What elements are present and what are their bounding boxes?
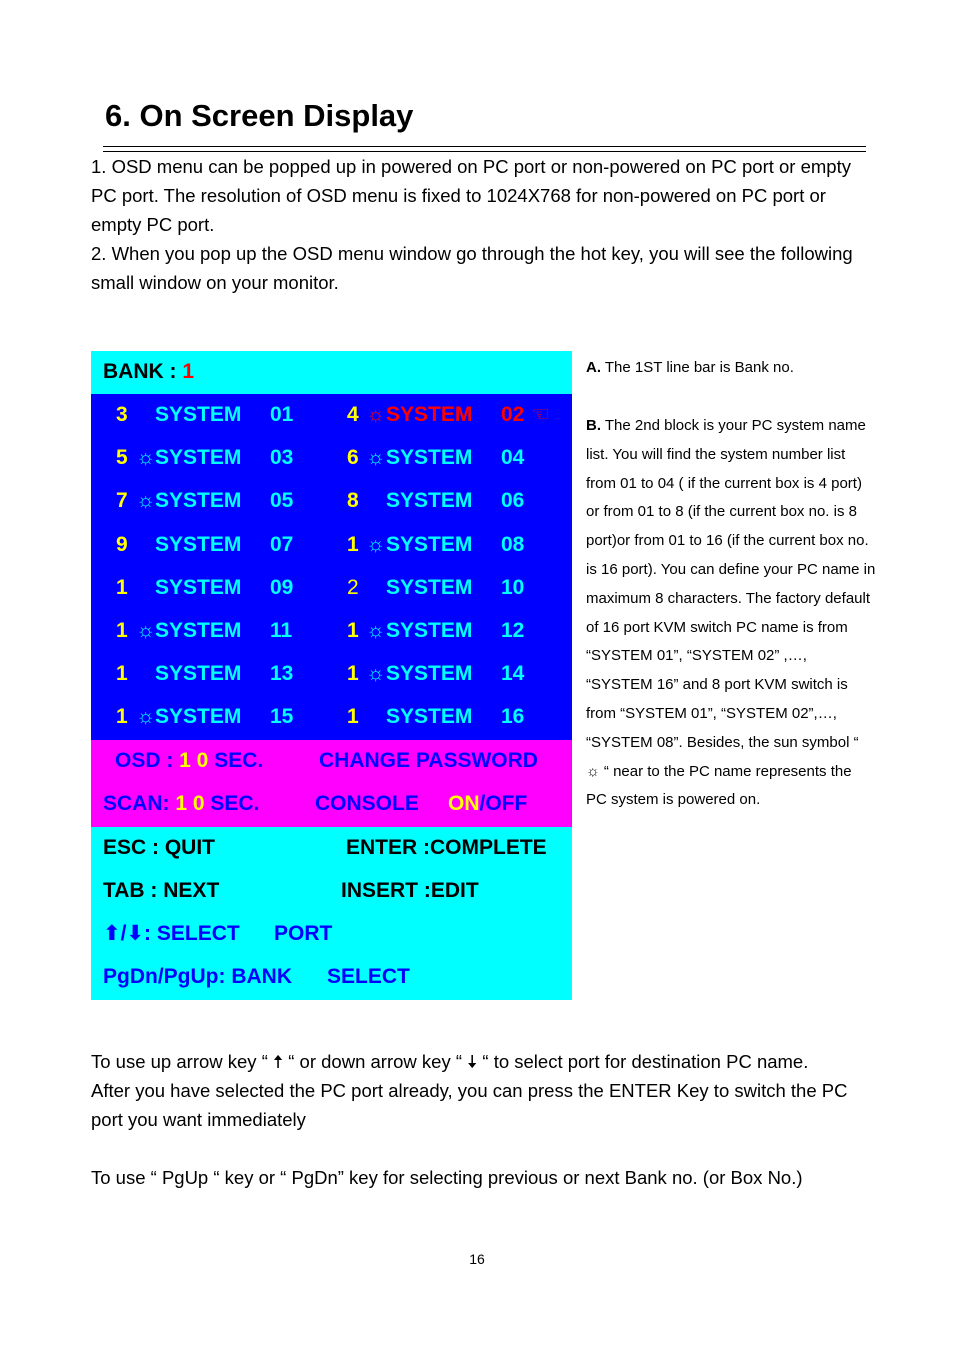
- system-row-2-rnum: 04: [501, 446, 525, 470]
- system-row-5-lname[interactable]: SYSTEM: [155, 575, 242, 599]
- sun-powered-icon: ☼: [366, 446, 386, 470]
- esc-quit-hint: ESC : QUIT: [103, 836, 216, 859]
- system-row-6-lname[interactable]: SYSTEM: [155, 619, 242, 642]
- system-row-1-lname[interactable]: SYSTEM: [155, 403, 242, 426]
- tab-next-hint: TAB : NEXT: [103, 879, 220, 902]
- system-row-6-rnum: 12: [501, 619, 525, 642]
- enter-complete-hint: ENTER :COMPLETE: [346, 836, 547, 859]
- system-row-5-rnum: 10: [501, 575, 525, 599]
- system-row-1-rname[interactable]: SYSTEM: [386, 403, 473, 426]
- system-row-1-rn: 4: [347, 403, 359, 426]
- system-row-3-lnum: 05: [270, 489, 294, 513]
- osd-window: [91, 351, 572, 1000]
- change-password-item[interactable]: CHANGE PASSWORD: [319, 749, 538, 772]
- sun-powered-icon: ☼: [366, 619, 386, 642]
- note-a: A. The 1ST line bar is Bank no.: [586, 359, 794, 376]
- system-row-7-rn: 1: [347, 662, 359, 686]
- system-row-7-lnum: 13: [270, 662, 294, 686]
- console-label: CONSOLE: [315, 792, 419, 815]
- scan-time: SCAN: 1 0 SEC.: [103, 792, 260, 815]
- system-row-8-rn: 1: [347, 705, 359, 729]
- system-row-3-rnum: 06: [501, 489, 525, 513]
- arrow-key-paragraph: To use up arrow key “ 🠅 “ or down arrow key “ 🠇 “ to select port for destination PC name. After you have selected the PC port already, you can press the ENTER Key to switch the PC port you want immediately: [91, 1051, 848, 1130]
- system-row-8-lname[interactable]: SYSTEM: [155, 705, 242, 729]
- heading-rule-top: [103, 146, 866, 147]
- system-row-1-rnum: 02: [501, 403, 525, 426]
- system-row-7-ln: 1: [116, 662, 128, 686]
- system-row-4-ln: 9: [116, 532, 128, 556]
- system-row-8-lnum: 15: [270, 705, 294, 729]
- arrow-select-hint: ⬆/⬇: SELECT: [103, 922, 240, 945]
- intro-item-1: 1. OSD menu can be popped up in powered on PC port or non-powered on PC port or empty PC port. The resolution of OSD menu is fixed to 1024X768 for non-powered on PC port or empty PC port.: [91, 156, 851, 235]
- system-row-2-lnum: 03: [270, 446, 294, 470]
- sun-powered-icon: ☼: [366, 403, 386, 426]
- page-number: 16: [469, 1251, 485, 1267]
- intro-item-2: 2. When you pop up the OSD menu window go through the hot key, you will see the following small window on your monitor.: [91, 243, 853, 293]
- system-row-1-lnum: 01: [270, 403, 294, 426]
- system-row-3-ln: 7: [116, 489, 128, 513]
- system-row-2-ln: 5: [116, 446, 128, 470]
- console-toggle[interactable]: ON/OFF: [448, 792, 528, 815]
- system-row-8-rname[interactable]: SYSTEM: [386, 705, 473, 729]
- intro-paragraphs: [91, 152, 866, 297]
- pointer-hand-icon: ☜: [531, 403, 550, 426]
- system-row-3-rname[interactable]: SYSTEM: [386, 489, 473, 513]
- sun-powered-icon: ☼: [136, 489, 156, 513]
- system-row-4-lname[interactable]: SYSTEM: [155, 532, 242, 556]
- pg-select-word: SELECT: [327, 965, 410, 988]
- system-row-7-lname[interactable]: SYSTEM: [155, 662, 242, 686]
- port-word: PORT: [274, 922, 333, 945]
- sun-powered-icon: ☼: [366, 532, 386, 556]
- system-row-6-ln: 1: [116, 619, 128, 642]
- system-row-8-rnum: 16: [501, 705, 525, 729]
- system-row-4-rname[interactable]: SYSTEM: [386, 532, 473, 556]
- sun-powered-icon: ☼: [136, 705, 156, 729]
- system-row-8-ln: 1: [116, 705, 128, 729]
- system-row-5-rname[interactable]: SYSTEM: [386, 575, 473, 599]
- system-row-2-rname[interactable]: SYSTEM: [386, 446, 473, 470]
- system-row-3-rn: 8: [347, 489, 359, 513]
- system-row-3-lname[interactable]: SYSTEM: [155, 489, 242, 513]
- sun-powered-icon: ☼: [136, 619, 156, 642]
- pg-bank-hint: PgDn/PgUp: BANK: [103, 965, 292, 988]
- system-row-5-ln: 1: [116, 575, 128, 599]
- system-row-5-rn: 2: [347, 575, 359, 599]
- system-row-7-rname[interactable]: SYSTEM: [386, 662, 473, 686]
- up-down-arrow-icon: ⬆/⬇: [103, 922, 145, 945]
- system-row-6-rn: 1: [347, 619, 359, 642]
- system-row-7-rnum: 14: [501, 662, 525, 686]
- bank-indicator: BANK : 1: [103, 360, 195, 383]
- system-row-4-rnum: 08: [501, 532, 525, 556]
- note-b: B. The 2nd block is your PC system name list. You will find the system number list from 01 to 04 ( if the current box is 4 port) or from 01 to 8 (if the current box no. is 8 port)or from 01 to 16 (if the current box no. is 16 port). You can define your PC name in maximum 8 characters. The factory default of 16 port KVM switch PC name is from “SYSTEM 01”, “SYSTEM 02” ,…, “SYSTEM 16” and 8 port KVM switch is from “SYSTEM 01”, “SYSTEM 02”,…, “SYSTEM 08”. Besides, the sun symbol “ ☼ “ near to the PC name represents the PC system is powered on.: [586, 417, 876, 809]
- system-row-4-rn: 1: [347, 532, 359, 556]
- system-row-2-rn: 6: [347, 446, 359, 470]
- osd-timeout: OSD : 1 0 SEC.: [115, 749, 264, 772]
- system-row-1-ln: 3: [116, 403, 128, 426]
- system-row-6-rname[interactable]: SYSTEM: [386, 619, 473, 642]
- system-row-2-lname[interactable]: SYSTEM: [155, 446, 242, 470]
- bank-number: 1: [182, 360, 195, 383]
- insert-edit-hint: INSERT :EDIT: [341, 879, 479, 902]
- system-row-5-lnum: 09: [270, 575, 294, 599]
- system-row-6-lnum: 11: [270, 619, 293, 642]
- section-heading: 6. On Screen Display: [105, 98, 414, 133]
- sun-powered-icon: ☼: [136, 446, 156, 470]
- sun-powered-icon: ☼: [366, 662, 386, 686]
- pgup-pgdn-paragraph: To use “ PgUp “ key or “ PgDn” key for selecting previous or next Bank no. (or Box No.): [91, 1167, 803, 1188]
- system-row-4-lnum: 07: [270, 532, 294, 556]
